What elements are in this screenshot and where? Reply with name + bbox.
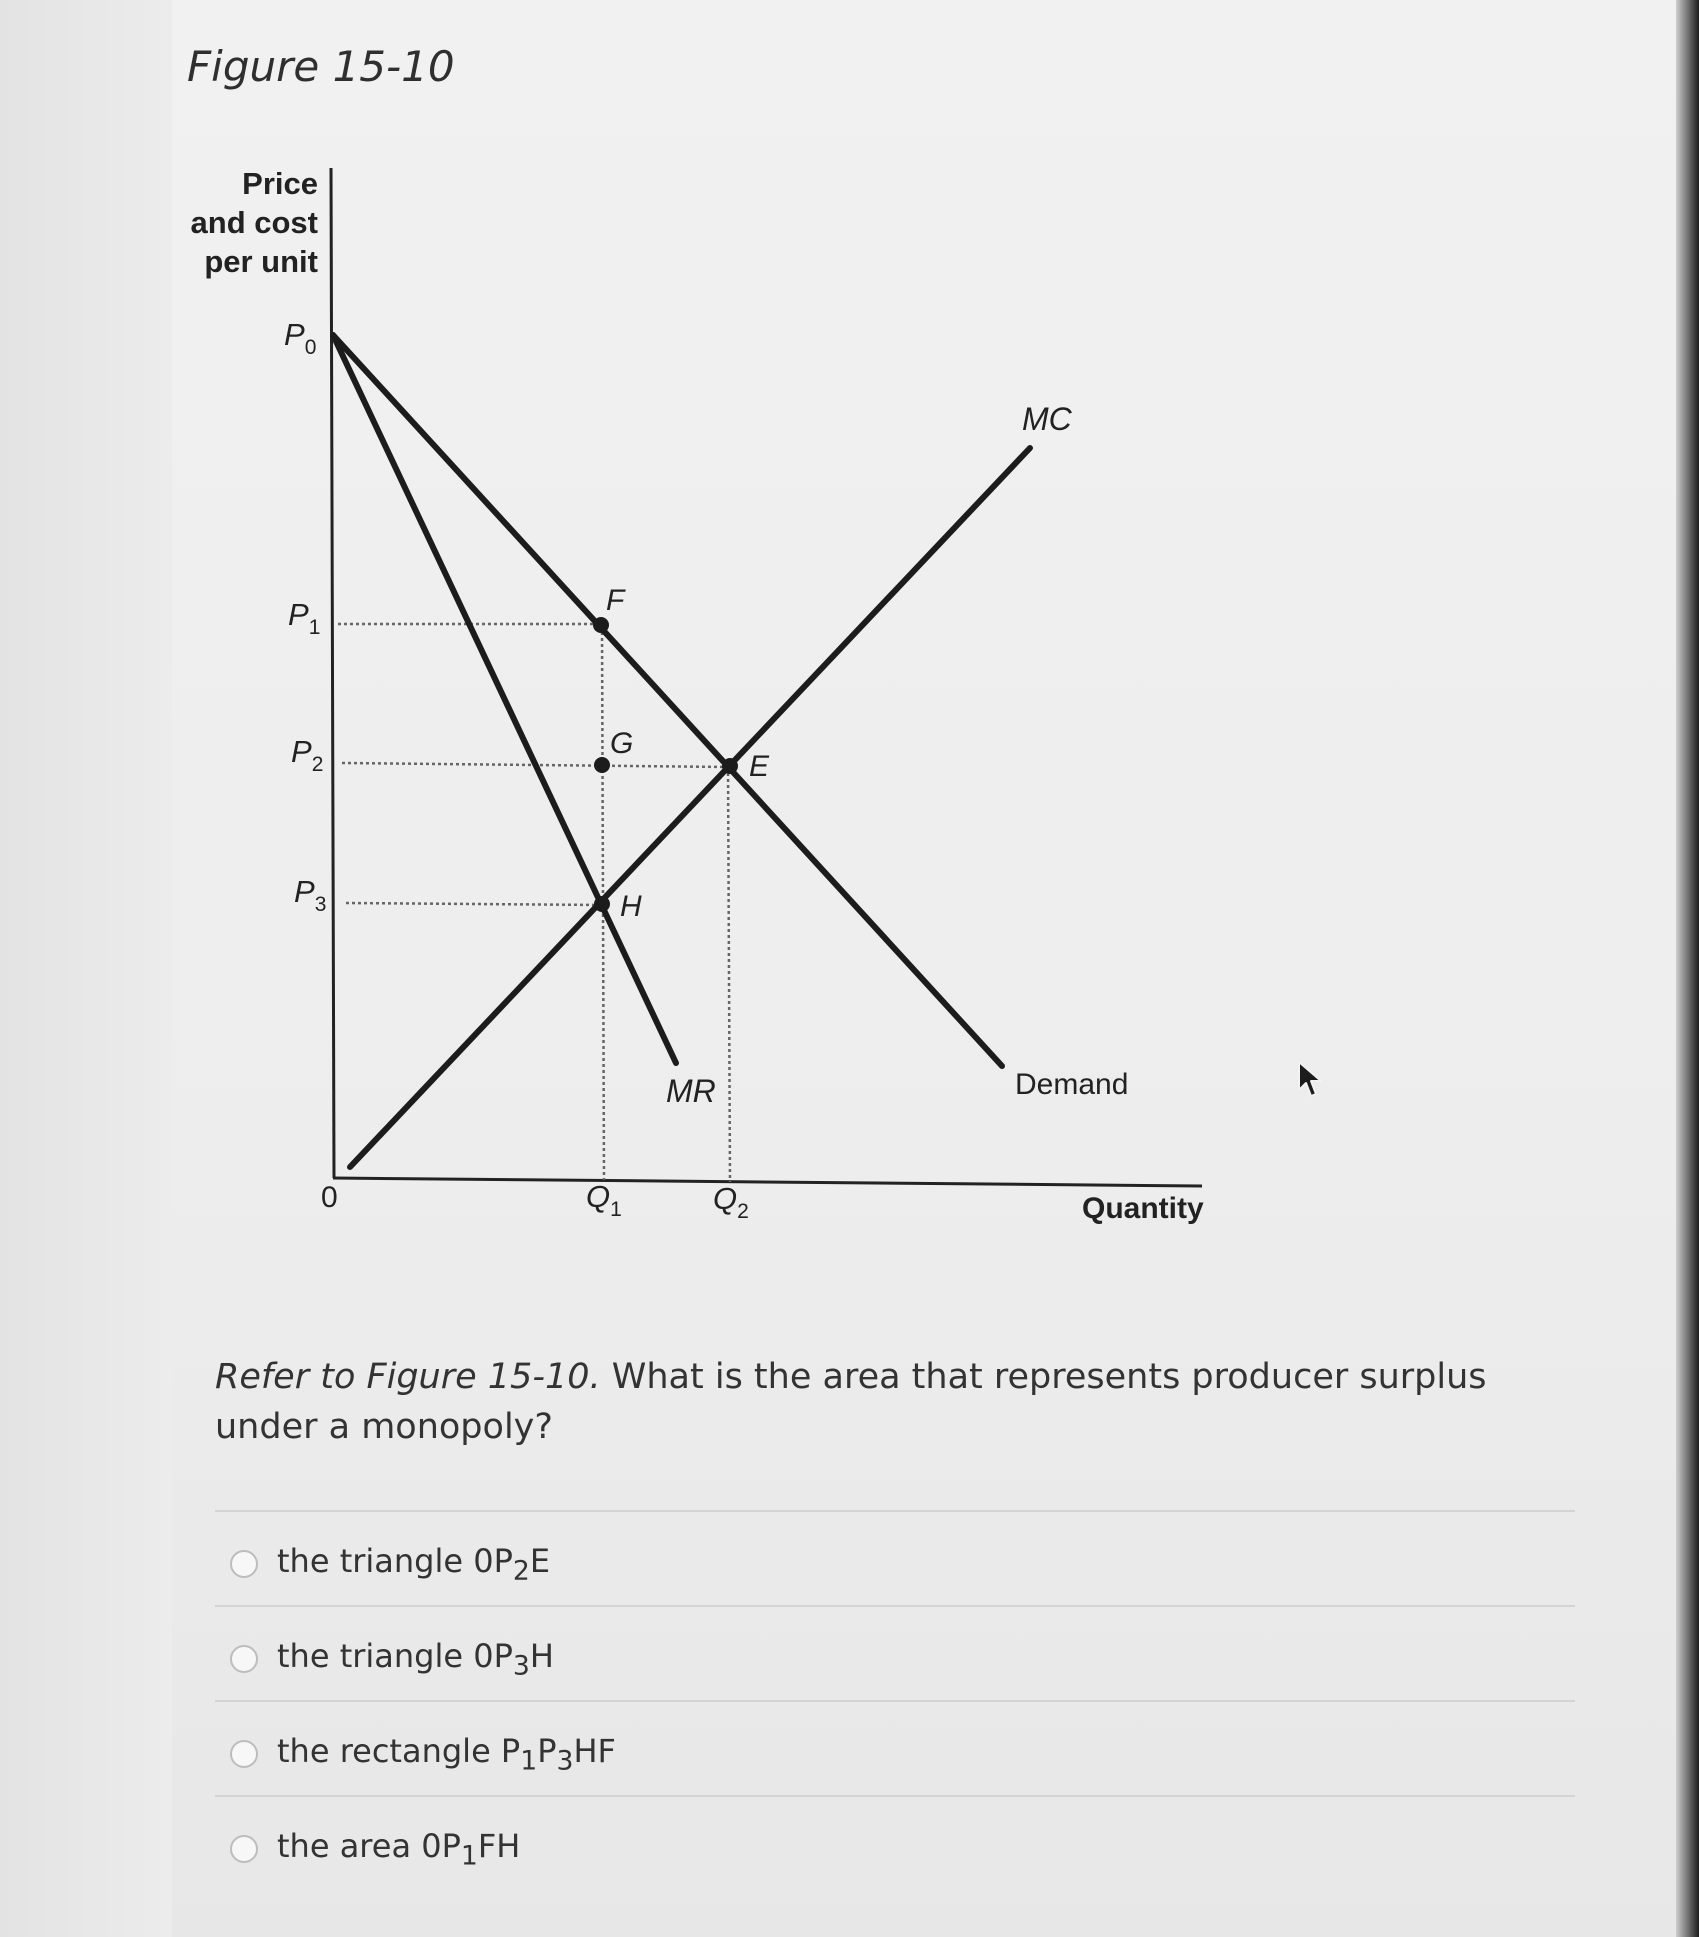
subscript: 1 [460,1840,478,1872]
answer-option-text [277,1732,616,1776]
answer-option-prefix: the rectangle [277,1732,501,1770]
question-reference: Refer to Figure 15-10. [215,1357,601,1397]
demand-label: Demand [1015,1068,1129,1101]
answer-option-expr: 0P [473,1542,513,1580]
tick-p0: $P_0$ [284,317,317,359]
mouse-pointer-icon [1295,1060,1325,1102]
x-axis-label: Quantity [1082,1192,1204,1225]
subscript: 1 [520,1745,538,1777]
answer-option-prefix: the triangle [277,1637,474,1675]
mr-label: MR [666,1073,716,1109]
radio-button[interactable] [230,1645,258,1673]
answer-option-expr: P [500,1732,521,1770]
p3-guide [346,903,602,905]
demand-curve [333,335,1002,1066]
point-e [722,758,738,774]
figure-title: Figure 15-10 [187,42,455,91]
subscript: 3 [556,1745,574,1777]
answer-option-prefix: the area [277,1827,422,1865]
radio-button[interactable] [230,1550,258,1578]
tick-p1: $P_1$ [288,597,321,639]
y-axis [331,168,334,1178]
answer-option-expr: 0P [473,1637,513,1675]
radio-button[interactable] [230,1835,258,1863]
x-axis [333,1178,1202,1186]
point-g [594,757,610,773]
answer-option-text [277,1827,520,1871]
answer-option-expr: HF [573,1732,616,1770]
y-axis-label-line-2: and cost [190,205,318,240]
mc-label: MC [1022,401,1072,437]
answer-option-1[interactable] [215,1510,1575,1600]
answer-option-expr: FH [477,1827,521,1865]
answer-option-3[interactable] [215,1700,1575,1790]
answer-option-prefix: the triangle [277,1542,474,1580]
y-axis-label-line-1: Price [242,166,318,201]
answer-option-text [277,1637,554,1681]
label-e: E [749,750,770,783]
answer-option-text [277,1542,550,1586]
y-axis-label-line-3: per unit [204,244,318,279]
label-g: G [610,727,634,760]
label-h: H [620,890,642,923]
subscript: 2 [512,1555,530,1587]
q2-guide [728,767,730,1182]
subscript: 3 [512,1650,530,1682]
tick-q1: $Q_1$ [586,1179,622,1221]
question-body: What is the area that represents producer surplus under a monopoly? [215,1357,1487,1447]
question-text [215,1352,1575,1452]
point-f [593,617,609,633]
answer-option-expr: 0P [421,1827,461,1865]
answer-option-expr: H [529,1637,554,1675]
answer-option-expr: E [529,1542,551,1580]
tick-p2: $P_2$ [291,734,324,776]
radio-button[interactable] [230,1740,258,1768]
mr-curve [333,335,676,1063]
tick-q2: $Q_2$ [713,1181,749,1223]
point-h [594,896,610,912]
answer-option-4[interactable] [215,1795,1575,1885]
answer-option-expr: P [537,1732,557,1770]
tick-p3: $P_3$ [294,874,327,916]
mc-curve [350,448,1030,1167]
origin-label: 0 [321,1181,338,1214]
label-f: F [606,584,625,617]
answer-option-2[interactable] [215,1605,1575,1695]
